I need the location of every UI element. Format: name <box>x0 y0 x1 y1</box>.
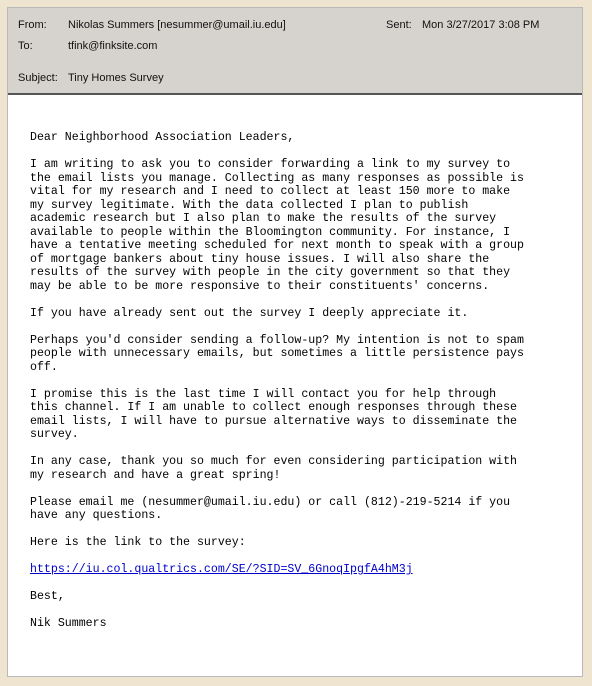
message-body <box>30 131 570 644</box>
paragraph-thanks: In any case, thank you so much for even considering participation with my research and have a great spring! <box>30 455 518 482</box>
sent-label: Sent: <box>386 19 412 31</box>
subject-label: Subject: <box>18 72 58 84</box>
from-label: From: <box>18 19 47 31</box>
paragraph-promise: I promise this is the last time I will contact you for help through this channel. If I am unable to collect enough responses through these email lists, I will have to pursue alternative ways to disseminate the survey. <box>30 387 518 441</box>
signature: Nik Summers <box>30 617 107 630</box>
email-window <box>7 7 583 677</box>
closing: Best, <box>30 590 65 603</box>
paragraph-request: I am writing to ask you to consider forwarding a link to my survey to the email lists you manage. Collecting as many responses as possible is vital for my research and I need to collect at least 150 more to make my survey legitimate. With the data collected I plan to publish academic research but I also plan to make the results of the survey available to people within the Bloomington community. For instance, I have a tentative meeting scheduled for next month to speak with a group of mortgage bankers about tiny house issues. I will also share the results of the survey with people in the city government so that they may be able to be more responsive to their constituents' concerns. <box>30 158 524 293</box>
subject-value: Tiny Homes Survey <box>68 72 164 84</box>
paragraph-follow-up: Perhaps you'd consider sending a follow-up? My intention is not to spam people with unnecessary emails, but sometimes a little persistence pays off. <box>30 333 524 374</box>
greeting: Dear Neighborhood Association Leaders, <box>30 131 295 144</box>
paragraph-contact: Please email me (nesummer@umail.iu.edu) or call (812)-219-5214 if you have any questions. <box>30 495 511 522</box>
to-value[interactable]: tfink@finksite.com <box>68 40 158 52</box>
paragraph-link-intro: Here is the link to the survey: <box>30 536 246 549</box>
survey-link-line <box>30 563 570 577</box>
email-header <box>8 8 583 95</box>
sent-value: Mon 3/27/2017 3:08 PM <box>422 19 540 31</box>
to-label: To: <box>18 40 33 52</box>
from-value[interactable]: Nikolas Summers [nesummer@umail.iu.edu] <box>68 19 286 31</box>
survey-link[interactable]: https://iu.col.qualtrics.com/SE/?SID=SV_6GnoqIpgfA4hM3j <box>30 563 413 576</box>
paragraph-appreciation: If you have already sent out the survey I deeply appreciate it. <box>30 306 469 320</box>
